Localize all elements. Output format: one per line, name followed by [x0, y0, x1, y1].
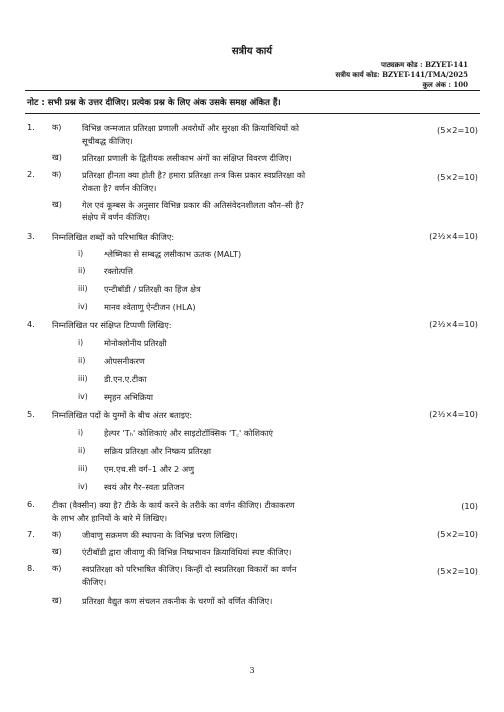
question-text: संक्षेप में वर्णन कीजिए।: [82, 212, 151, 222]
item-label: ii): [78, 356, 86, 365]
list-item: [0, 481, 504, 495]
question-5: [0, 409, 504, 423]
question-number: 1.: [27, 122, 35, 132]
question-8-part-b: [0, 595, 504, 609]
question-text: कीजिए।: [82, 577, 107, 587]
part-label: ख): [52, 152, 62, 162]
top-divider: [25, 90, 480, 91]
item-text: मोनोक्लोनीय प्रतिरक्षी: [104, 338, 167, 348]
marks-label: (10): [461, 501, 478, 511]
question-text: गेल एवं कूम्बस के अनुसार विभिन्न प्रकार की अतिसंवेदनशीलता कौन–सी है?: [82, 200, 305, 210]
list-item: [0, 463, 504, 477]
item-text: एन्टीबॉडी / प्रतिरक्षी का हिंज क्षेत्र: [104, 284, 201, 294]
marks-label: (2½×4=10): [429, 409, 478, 419]
item-text: सक्रिय प्रतिरक्षा और निष्क्रय प्रतिरक्षा: [104, 446, 211, 456]
list-item: [0, 373, 504, 387]
question-text: निम्नलिखित पर संक्षिप्त टिप्पणी लिखिए:: [52, 320, 172, 330]
item-text: स्वयं और गैर–स्वतः प्रतिजन: [104, 482, 185, 492]
item-label: i): [78, 338, 84, 347]
marks-label: (5×2=10): [437, 566, 478, 576]
question-4: [0, 319, 504, 333]
marks-label: (5×2=10): [437, 529, 478, 539]
question-text: जीवाणु सक्रमण की स्थापना के विभिन्न चरण लिखिए।: [82, 530, 238, 540]
question-text: प्रतिरक्षा प्रणाली के द्वितीयक लसीकाभ अंगों का संक्षिप्त विवरण दीजिए।: [82, 153, 292, 163]
item-label: i): [78, 249, 84, 258]
marks-label: (5×2=10): [437, 125, 478, 135]
list-item: [0, 391, 504, 405]
item-label: iii): [78, 464, 88, 473]
question-8-line-2: [0, 576, 504, 590]
list-item: [0, 445, 504, 459]
item-label: iv): [78, 482, 88, 491]
question-text: निम्नलिखित पदों के युग्मों के बीच अंतर बताइए:: [52, 410, 193, 420]
item-label: iii): [78, 374, 88, 383]
question-2-line-2: [0, 182, 504, 196]
question-text: प्रतिरक्षा हीनता क्या होती है? हमारा प्रतिरक्षा तन्त्र किस प्रकार स्वप्रतिरक्षा को: [82, 170, 306, 180]
course-code: पाठ्यक्रम कोड : BZYET-141: [380, 60, 468, 69]
question-1: [0, 122, 504, 136]
question-2-part-b-line-2: [0, 211, 504, 225]
item-text: मानव श्वेताणु ऐन्टीजन (HLA): [104, 302, 196, 312]
page-title: सत्रीय कार्य: [231, 46, 273, 57]
question-8: [0, 563, 504, 577]
item-text: एम.एच.सी वर्ग–1 और 2 अणु: [104, 464, 194, 474]
part-label: क): [52, 529, 62, 539]
question-number: 4.: [27, 319, 35, 329]
question-number: 2.: [27, 169, 35, 179]
part-label: ख): [52, 595, 62, 605]
marks-label: (5×2=10): [437, 172, 478, 182]
question-number: 6.: [27, 499, 35, 509]
question-number: 3.: [27, 231, 35, 241]
part-label: ख): [52, 546, 62, 556]
question-7-part-b: [0, 546, 504, 560]
question-text: एंटीबॉडी द्वारा जीवाणु की विभिन्न निष्प्रभावन क्रियाविधियां स्पष्ट कीजिए।: [82, 547, 292, 557]
question-text: रोकता है? वर्णन कीजिए।: [82, 183, 157, 193]
list-item: [0, 301, 504, 315]
part-label: क): [52, 169, 62, 179]
list-item: [0, 337, 504, 351]
question-text: सूचीबद्ध कीजिए।: [82, 136, 133, 146]
instructions-note: नोट : सभी प्रश्न के उत्तर दीजिए। प्रत्येक प्रश्न के लिए अंक उसके समक्ष अंकित हैं।: [27, 98, 281, 108]
question-number: 7.: [27, 529, 35, 539]
list-item: [0, 265, 504, 279]
question-number: 5.: [27, 409, 35, 419]
item-text: डी.एन.ए.टीका: [104, 374, 147, 384]
question-6: [0, 499, 504, 513]
question-7: [0, 529, 504, 543]
note-divider: [25, 113, 480, 114]
part-label: क): [52, 122, 62, 132]
question-text: के लाभ और हानियों के बारे में लिखिए।: [52, 513, 168, 523]
item-label: iii): [78, 284, 88, 293]
item-label: i): [78, 428, 84, 437]
question-text: टीका (वैक्सीन) क्या है? टीके के कार्य करने के तरीके का वर्णन कीजिए। टीकाकरण: [52, 500, 295, 510]
question-text: निम्नलिखित शब्दों को परिभाषित कीजिए:: [52, 232, 175, 242]
question-1-part-b: [0, 152, 504, 166]
question-text: प्रतिरक्षा वैद्युत कण संचलन तकनीक के चरणों को वर्णित कीजिए।: [82, 596, 273, 606]
list-item: [0, 427, 504, 441]
item-text: रक्तोत्पत्ति: [104, 266, 133, 276]
question-6-line-2: [0, 512, 504, 526]
part-label: ख): [52, 199, 62, 209]
assignment-code: सत्रीय कार्य कोड: BZYET-141/TMA/2025: [335, 70, 468, 79]
part-label: क): [52, 563, 62, 573]
question-number: 8.: [27, 563, 35, 573]
question-2: [0, 169, 504, 183]
marks-label: (2½×4=10): [429, 231, 478, 241]
question-text: स्वप्रतिरक्षा को परिभाषित कीजिए। किन्हीं दो स्वप्रतिरक्षा विकारों का वर्णन: [82, 564, 297, 574]
item-label: ii): [78, 266, 86, 275]
item-text: स्मृहन अभिक्रिया: [104, 392, 153, 402]
item-text: श्लेष्मिका से सम्बद्ध लसीकाभ ऊतक (MALT): [104, 249, 242, 259]
list-item: [0, 248, 504, 262]
page-number: 3: [249, 666, 255, 675]
question-3: [0, 231, 504, 245]
list-item: [0, 355, 504, 369]
item-label: ii): [78, 446, 86, 455]
item-label: iv): [78, 392, 88, 401]
total-marks: कुल अंक : 100: [422, 80, 468, 89]
marks-label: (2½×4=10): [429, 319, 478, 329]
question-1-line-2: [0, 135, 504, 149]
item-text: ओपसनीकरण: [104, 356, 145, 366]
list-item: [0, 283, 504, 297]
item-text: हेल्पर 'Tₕ' कोशिकाएं और साइटोटॉक्सिक 'T꜀' कोशिकाएं: [104, 428, 273, 438]
question-text: विभिन्न जन्मजात प्रतिरक्षा प्रणाली अवरोधों और सुरक्षा की क्रियाविधियों को: [82, 123, 300, 133]
item-label: iv): [78, 302, 88, 311]
